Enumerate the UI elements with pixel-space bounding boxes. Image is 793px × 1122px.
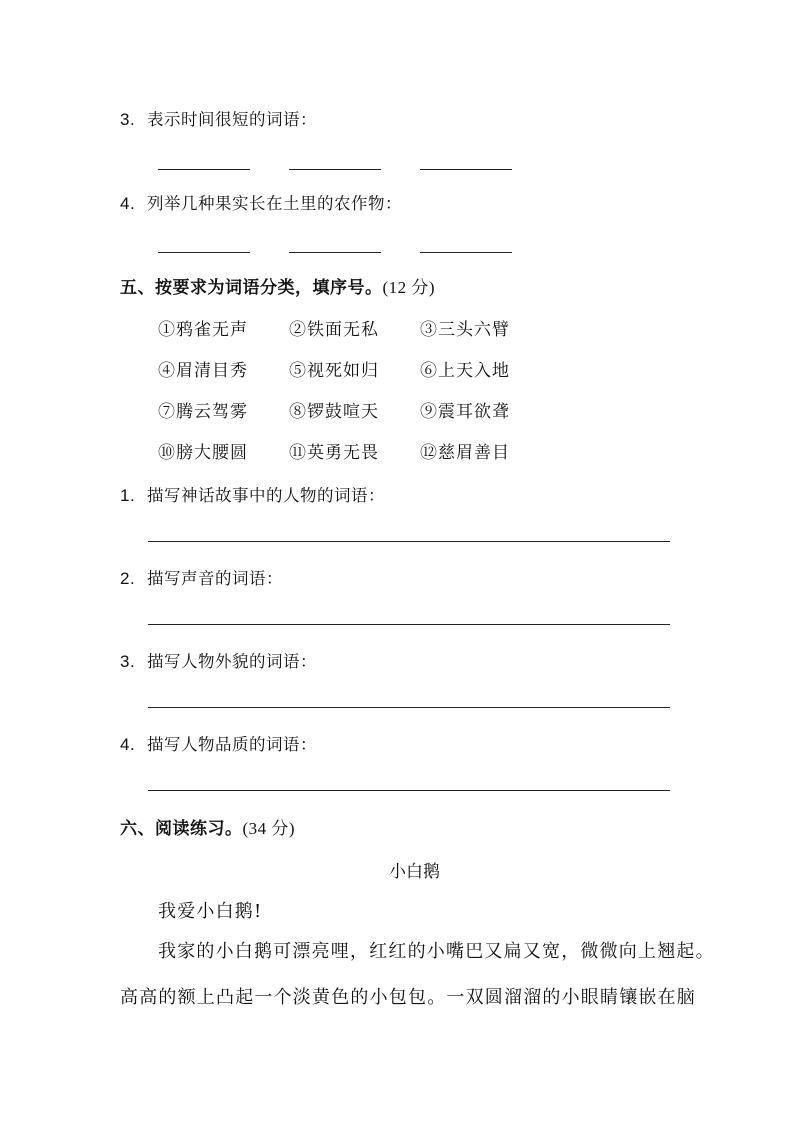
answer-blank[interactable] (289, 169, 381, 170)
question-text: 列举几种果实长在土里的农作物： (146, 194, 402, 213)
question-text: 描写声音的词语： (146, 569, 283, 588)
question-number: 1. (120, 486, 136, 505)
word-option: ⑫慈眉善目 (420, 443, 510, 463)
answer-blank[interactable] (158, 252, 250, 253)
passage-paragraph: 高高的额上凸起一个淡黄色的小包包。一双圆溜溜的小眼睛镶嵌在脑 (120, 987, 696, 1008)
answer-line[interactable] (148, 707, 670, 708)
section-heading-text: 五、按要求为词语分类，填序号。 (120, 278, 383, 298)
question-4-row (120, 190, 402, 214)
classify-question-2 (120, 565, 283, 589)
classify-question-1 (120, 482, 385, 506)
passage-paragraph: 我爱小白鹅! (158, 901, 263, 922)
section-points: (12 分) (382, 278, 436, 297)
word-option: ⑩膀大腰圆 (158, 443, 248, 463)
section-heading-text: 六、阅读练习。 (120, 819, 243, 839)
answer-line[interactable] (148, 624, 670, 625)
passage-paragraph: 我家的小白鹅可漂亮哩，红红的小嘴巴又扁又宽，微微向上翘起。 (158, 941, 715, 962)
word-option: ⑤视死如归 (289, 361, 379, 381)
section-points: (34 分) (242, 819, 296, 838)
answer-blank[interactable] (420, 252, 512, 253)
question-3-row (120, 106, 317, 130)
word-option: ④眉清目秀 (158, 361, 248, 381)
question-text: 描写神话故事中的人物的词语： (146, 486, 385, 505)
question-text: 描写人物外貌的词语： (146, 652, 317, 671)
word-option: ②铁面无私 (289, 320, 379, 340)
classify-question-3 (120, 648, 317, 672)
word-option: ⑨震耳欲聋 (420, 402, 510, 422)
answer-line[interactable] (148, 541, 670, 542)
word-option: ③三头六臂 (420, 320, 510, 340)
word-option: ⑧锣鼓喧天 (289, 402, 379, 422)
question-number: 4. (120, 735, 136, 754)
classify-question-4 (120, 731, 317, 755)
word-option: ⑦腾云驾雾 (158, 402, 248, 422)
question-number: 2. (120, 569, 136, 588)
word-option: ⑪英勇无畏 (289, 443, 379, 463)
section-6-heading (120, 814, 295, 839)
question-text: 表示时间很短的词语： (146, 110, 317, 129)
word-option: ①鸦雀无声 (158, 320, 248, 340)
answer-blank[interactable] (289, 252, 381, 253)
section-5-heading (120, 273, 435, 298)
question-number: 3. (120, 652, 136, 671)
word-option: ⑥上天入地 (420, 361, 510, 381)
answer-blank[interactable] (420, 169, 512, 170)
question-text: 描写人物品质的词语： (146, 735, 317, 754)
question-number: 3. (120, 110, 136, 129)
answer-blank[interactable] (158, 169, 250, 170)
answer-line[interactable] (148, 790, 670, 791)
question-number: 4. (120, 194, 136, 213)
passage-title: 小白鹅 (389, 862, 440, 882)
